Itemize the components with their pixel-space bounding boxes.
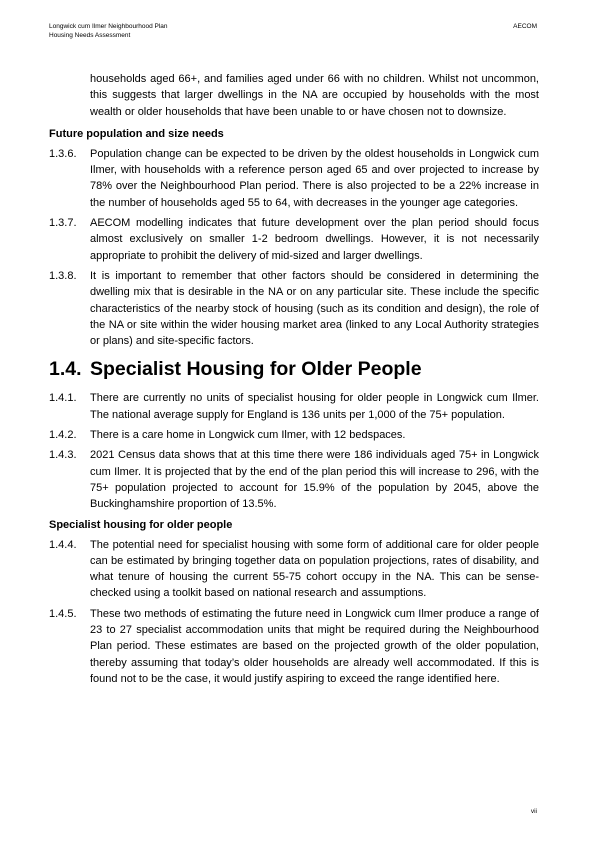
paragraph-text: 2021 Census data shows that at this time there were 186 individuals aged 75+ in Longwick cum Ilmer. It is projected that by the end of the plan period this will increase to 296, with the 75+ population projected to account for 15.9% of the population by 2045, above the Buckinghamshire proportion of 13.5%.	[90, 449, 539, 511]
paragraph-number: 1.3.6.	[49, 147, 77, 160]
continued-paragraph: households aged 66+, and families aged under 66 with no children. Whilst not uncommon, this suggests that larger dwellings in the NA are occupied by households with the most wealth or older households that have been unable to or have chosen not to downsize.	[90, 73, 539, 118]
header-plan-title: Longwick cum Ilmer Neighbourhood Plan	[49, 23, 168, 30]
section-number: 1.4.	[49, 358, 82, 381]
paragraph-text: It is important to remember that other factors should be considered in determining the dwelling mix that is desirable in the NA or on any particular site. These include the specific characteristics of the nearby stock of housing (such as its condition and design), the role of the NA or site within the wider housing market area (linked to any Local Authority strategies or plans) and site-specific factors.	[90, 269, 539, 348]
page-number: vii	[530, 808, 537, 815]
paragraph	[49, 146, 539, 211]
paragraph-text: There are currently no units of specialist housing for older people in Longwick cum Ilmer. The national average supply for England is 136 units per 1,000 of the 75+ population.	[90, 392, 539, 421]
paragraph-number: 1.3.7.	[49, 217, 77, 230]
section-heading	[49, 357, 539, 381]
paragraph-text: The potential need for specialist housing with some form of additional care for older people can be estimated by bringing together data on population projections, rates of disability, and what tenure of housing the current 55-75 cohort occupy in the NA. This can be sense-checked using a toolkit based on national research and assumptions.	[90, 538, 539, 600]
header-brand: AECOM	[513, 23, 537, 30]
paragraph	[49, 537, 539, 602]
subheading-specialist-housing: Specialist housing for older people	[49, 518, 233, 531]
section-title: Specialist Housing for Older People	[90, 358, 422, 381]
header-report-title: Housing Needs Assessment	[49, 32, 131, 39]
paragraph-number: 1.4.4.	[49, 538, 77, 551]
paragraph-number: 1.4.5.	[49, 607, 77, 620]
paragraph	[49, 390, 539, 423]
paragraph	[49, 427, 539, 443]
paragraph	[49, 447, 539, 512]
paragraph-text: AECOM modelling indicates that future development over the plan period should focus almost exclusively on smaller 1-2 bedroom dwellings. However, it is not necessarily appropriate to prohibit the delivery of mid-sized and larger dwellings.	[90, 217, 539, 262]
paragraph	[49, 215, 539, 264]
paragraph-number: 1.4.2.	[49, 429, 77, 442]
paragraph-text: Population change can be expected to be driven by the oldest households in Longwick cum Ilmer, with households with a reference person aged 65 and over projected to increase by 78% over the Neighbourhood Plan period. There is also projected to be a 22% increase in the number of households aged 55 to 64, with decreases in the younger age categories.	[90, 147, 539, 209]
paragraph-text: There is a care home in Longwick cum Ilmer, with 12 bedspaces.	[90, 429, 406, 442]
paragraph-number: 1.4.3.	[49, 449, 77, 462]
paragraph	[49, 606, 539, 687]
subheading-future-population: Future population and size needs	[49, 127, 224, 140]
page-body	[49, 71, 539, 691]
paragraph	[49, 268, 539, 349]
running-header	[49, 22, 168, 40]
paragraph-number: 1.4.1.	[49, 392, 77, 405]
paragraph-number: 1.3.8.	[49, 269, 77, 282]
paragraph-text: These two methods of estimating the future need in Longwick cum Ilmer produce a range of 23 to 27 specialist accommodation units that might be required during the Neighbourhood Plan period. These estimates are based on the projected growth of the older population, thereby assuming that today’s older households are already well accommodated. If this is found not to be the case, it would justify aspiring to exceed the range identified here.	[90, 607, 539, 685]
